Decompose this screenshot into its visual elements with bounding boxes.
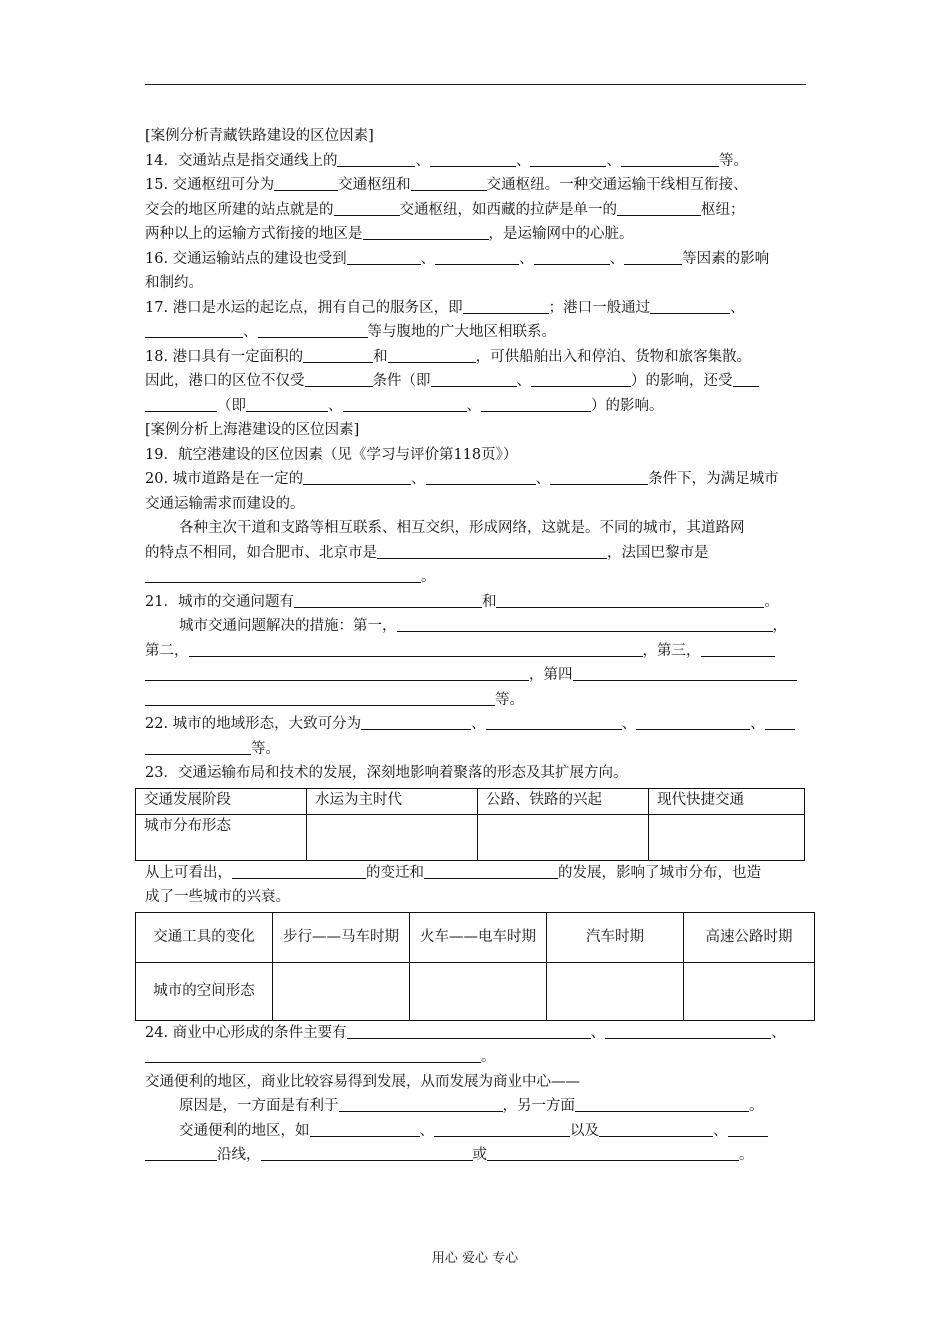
table-row-label: 城市的空间形态 [136, 962, 273, 1020]
table-answer-cell[interactable] [273, 962, 410, 1020]
table-header-cell: 现代快捷交通 [649, 788, 805, 814]
table-header-cell: 汽车时期 [547, 912, 684, 962]
table-header-cell: 交通发展阶段 [136, 788, 307, 814]
table-answer-cell[interactable] [684, 962, 815, 1020]
table-header-cell: 高速公路时期 [684, 912, 815, 962]
table-header-cell: 公路、铁路的兴起 [478, 788, 649, 814]
table-row-label: 城市分布形态 [136, 814, 307, 860]
question-24: 24. 商业中心形成的条件主要有 、 、 [145, 1024, 786, 1041]
question-23-summary: 从上可看出， 的变迁和 的发展，影响了城市分布，也造 [145, 864, 761, 881]
header-rule [145, 84, 806, 85]
table-answer-cell[interactable] [547, 962, 684, 1020]
question-23-intro: 23．交通运输布局和技术的发展，深刻地影响着聚落的形态及其扩展方向。 [145, 765, 628, 781]
page-footer: 用心 爱心 专心 [431, 1251, 519, 1266]
table-city-distribution [135, 788, 805, 861]
question-18: 18. 港口具有一定面积的 和 ，可供船舶出入和停泊、货物和旅客集散。 [145, 348, 752, 365]
table-header-cell: 水运为主时代 [307, 788, 478, 814]
table-header-cell: 步行——马车时期 [273, 912, 410, 962]
question-20: 20. 城市道路是在一定的 、 、 条件下，为满足城市 [145, 471, 779, 487]
table-city-spatial-form [135, 912, 815, 1021]
question-19: 19．航空港建设的区位因素（见《学习与评价第118页》） [145, 446, 518, 463]
question-22: 22. 城市的地域形态，大致可分为 、 、 、 [145, 712, 807, 737]
question-15: 15. 交通枢纽可分为 交通枢纽和 交通枢纽。一种交通运输干线相互衔接、 [145, 177, 748, 193]
table-header-cell: 交通工具的变化 [136, 912, 273, 962]
table-answer-cell[interactable] [410, 962, 547, 1020]
worksheet-body: [案例分析青藏铁路建设的区位因素] 14．交通站点是指交通线上的 、 、 、 等。 15. 交通枢纽可分为 交通枢纽和 交通枢纽。一种交通运输干线相互衔接、 交会的地区所建的站点就是的 交通枢纽，如西藏的拉萨是单一的 枢纽； 两种以上的运输方式衔接的地区是 ，是运输网中的心脏。 16. 交通运输站点的建设也受到 、 、 、 等因素的影响 和制约。 17. 港口是水运的起讫点，拥有自己的服务区，即 ；港口一般通过 、 、 等与腹地的广大地区相联系。 18. 港口具有一定面积的 和 ，可供船舶出入和停泊、货物和旅客集散。 因此，港口的区位不仅受 条件（即 、 ）的影响，还受 （即 、 、 ）的影响。 [案例分析上海港建设的区位因素] 19．航空港建设的区位因素（见《学习与评价第118页》） 20. 城市道路是在一定的 、 、 条件下，为满足城市 交通运输需求而建设的。 各种主次干道和支路等相互联系、相互交织，形成网络，这就是。不同的城市，其道路网 的特点不相同，如合肥市、北京市是 ，法国巴黎市是 。 21．城市的交通问题有 和 。 城市交通问题解决的措施：第一， ， 第二， ，第三， ，第四 等。 22. 城市的地域形态，大致可分为 、 、 、 等。 23．交通运输布局和技术的发展，深刻地影响着聚落的形态及其扩展方向。 交通发展阶段 水运为主时代 公路、铁路的兴起 现代快捷交通 城市分布形态 从上可看出， 的变迁和 的发展，影响了城市分布，也造 成了一些城市的兴衰。 交通工具的变化 步行——马车时期 火车——电车时期 汽车时期 高速公路时期 城市的空间形态 24. 商业中心形成的条件主要有 、 、 。 交通便利的地区，商业比较容易得到发展，从而发展为商业中心—— 原因是，一方面是有利于 ，另一方面 。 交通便利的地区，如 、 以及 、 沿线， 或 。 [145, 124, 807, 1168]
table-answer-cell[interactable] [307, 814, 478, 860]
question-21: 21．城市的交通问题有 和 。 [145, 593, 779, 610]
case-heading-qinghai-tibet: [案例分析青藏铁路建设的区位因素] [145, 128, 374, 144]
question-16: 16. 交通运输站点的建设也受到 、 、 、 等因素的影响 [145, 250, 770, 267]
question-14: 14．交通站点是指交通线上的 、 、 、 等。 [145, 152, 748, 169]
table-header-cell: 火车——电车时期 [410, 912, 547, 962]
table-answer-cell[interactable] [478, 814, 649, 860]
question-17: 17. 港口是水运的起讫点，拥有自己的服务区，即 ；港口一般通过 、 [145, 299, 745, 316]
case-heading-shanghai-port: [案例分析上海港建设的区位因素] [145, 422, 360, 438]
table-answer-cell[interactable] [649, 814, 805, 860]
